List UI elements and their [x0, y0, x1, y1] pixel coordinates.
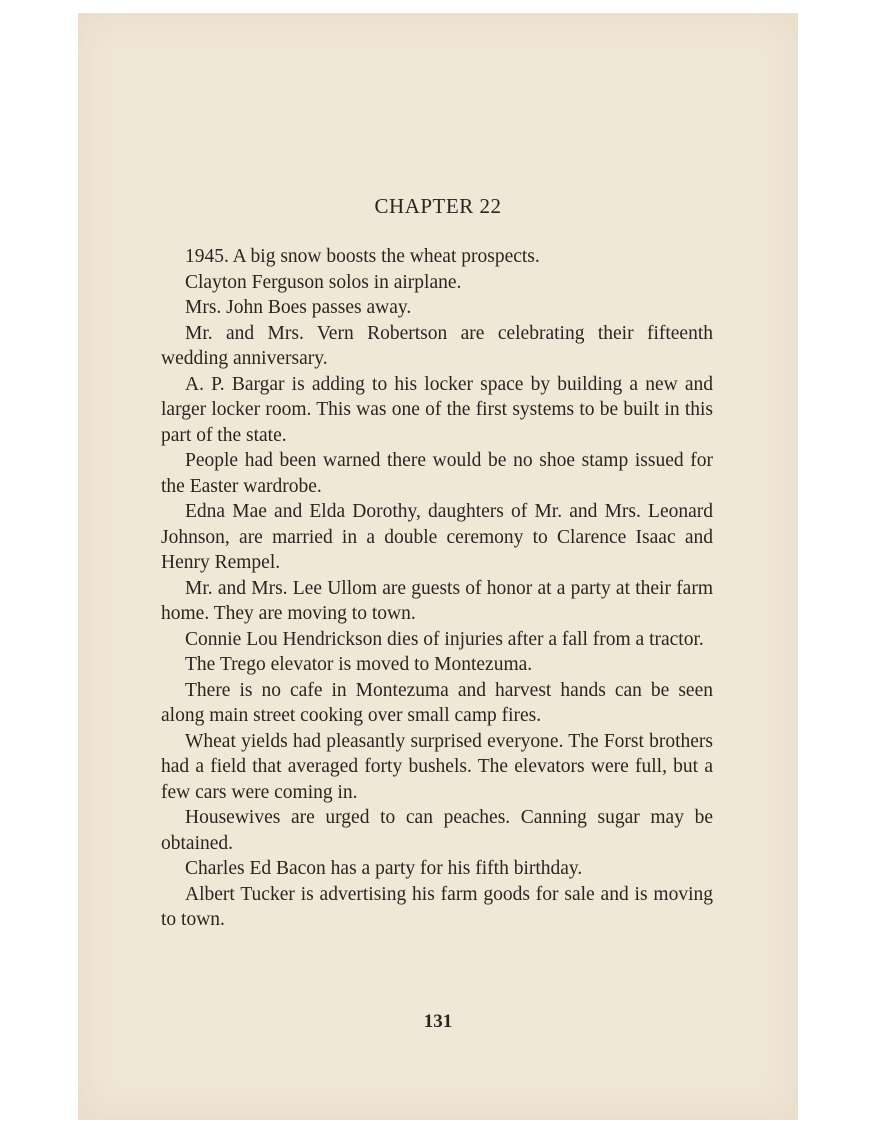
paragraph: Albert Tucker is advertising his farm goods for sale and is moving to town. — [161, 883, 713, 930]
paragraph: Mrs. John Boes passes away. — [185, 297, 412, 318]
paragraph: Mr. and Mrs. Vern Robertson are celebrating their fifteenth wedding anniversary. — [161, 322, 713, 369]
book-page — [78, 13, 798, 1120]
paragraph: Charles Ed Bacon has a party for his fifth birthday. — [185, 858, 583, 879]
paragraph: The Trego elevator is moved to Montezuma. — [185, 654, 533, 675]
paragraph: Connie Lou Hendrickson dies of injuries after a fall from a tractor. — [185, 628, 704, 650]
paragraph: Mr. and Mrs. Lee Ullom are guests of honor at a party at their farm home. They are moving to town. — [161, 577, 713, 624]
paragraph: Clayton Ferguson solos in airplane. — [185, 271, 462, 293]
chapter-title: CHAPTER 22 — [374, 194, 502, 218]
paragraph: People had been warned there would be no shoe stamp issued for the Easter wardrobe. — [161, 450, 713, 497]
paragraph: Edna Mae and Elda Dorothy, daughters of Mr. and Mrs. Leonard Johnson, are married in a double ceremony to Clarence Isaac and Henry Rempel. — [161, 501, 713, 573]
page-number: 131 — [423, 1011, 453, 1032]
paragraph: There is no cafe in Montezuma and harvest hands can be seen along main street cooking over small camp fires. — [161, 679, 713, 726]
paragraph: Housewives are urged to can peaches. Canning sugar may be obtained. — [161, 807, 713, 854]
paragraph: A. P. Bargar is adding to his locker space by building a new and larger locker room. This was one of the first systems to be built in this part of the state. — [161, 373, 713, 446]
paragraph: Wheat yields had pleasantly surprised everyone. The Forst brothers had a field that averaged forty bushels. The elevators were full, but a few cars were coming in. — [161, 730, 713, 803]
chapter-body — [161, 244, 713, 933]
paragraph: 1945. A big snow boosts the wheat prospects. — [185, 246, 540, 267]
